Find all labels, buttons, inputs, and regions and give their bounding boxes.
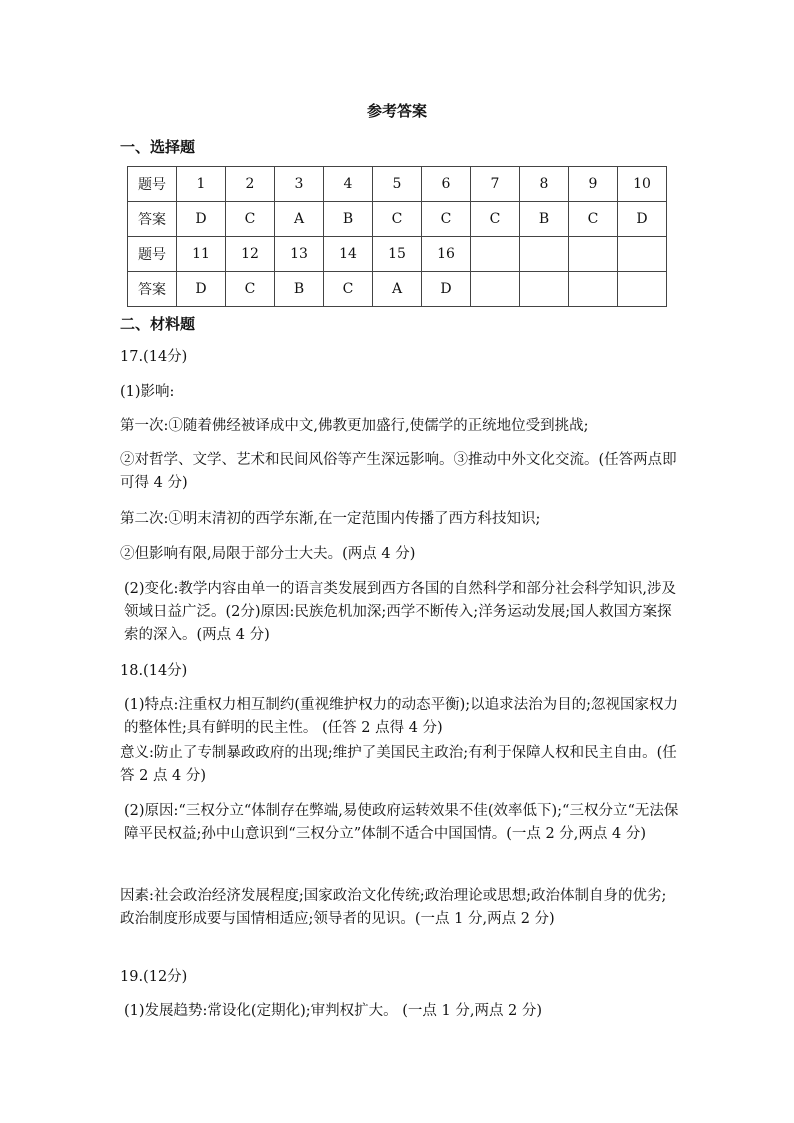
answer-table-cell: B bbox=[520, 202, 569, 237]
answer-table-cell bbox=[520, 272, 569, 307]
section-heading-choice: 一、选择题 bbox=[120, 138, 196, 156]
answer-table-row-label: 题号 bbox=[128, 167, 177, 202]
q18-part2-reasons: (2)原因:“三权分立“体制存在弊端,易使政府运转效果不佳(效率低下);“三权分立“无法保障平民权益;孙中山意识到“三权分立”体制不适合中国国情。(一点 2 分,两点 4 分) bbox=[124, 803, 679, 842]
answer-table-cell: A bbox=[275, 202, 324, 237]
answer-table-row-label: 答案 bbox=[128, 202, 177, 237]
page-title: 参考答案 bbox=[366, 102, 427, 120]
q18-part1-features: (1)特点:注重权力相互制约(重视维护权力的动态平衡);以追求法治为目的;忽视国家权力的整体性;具有鲜明的民主性。 (任答 2 点得 4 分) bbox=[124, 697, 679, 736]
answer-table-cell: 1 bbox=[177, 167, 226, 202]
answer-table-cell: D bbox=[177, 272, 226, 307]
answer-table-cell: D bbox=[177, 202, 226, 237]
answer-table-cell: 12 bbox=[226, 237, 275, 272]
answer-table-cell: D bbox=[618, 202, 667, 237]
q18-header: 18.(14分) bbox=[120, 663, 188, 679]
q17-second-impact: 第二次:①明末清初的西学东渐,在一定范围内传播了西方科技知识; bbox=[120, 511, 541, 527]
q17-part2: (2)变化:教学内容由单一的语言类发展到西方各国的自然科学和部分社会科学知识,涉及领域日益广泛。(2分)原因:民族危机加深;西学不断传入;洋务运动发展;国人救国方案探索的深入。(两点 4 分) bbox=[124, 581, 677, 643]
answer-table-cell bbox=[569, 272, 618, 307]
answer-table-row bbox=[128, 272, 667, 307]
answer-table-cell: C bbox=[324, 272, 373, 307]
answer-table-cell: 2 bbox=[226, 167, 275, 202]
answer-table-cell: 14 bbox=[324, 237, 373, 272]
q17-part1-label: (1)影响: bbox=[120, 384, 175, 400]
answer-table-cell: 15 bbox=[373, 237, 422, 272]
answer-table-cell: C bbox=[226, 272, 275, 307]
answer-table-cell: C bbox=[373, 202, 422, 237]
answer-table-cell bbox=[618, 272, 667, 307]
answer-table bbox=[127, 166, 667, 307]
answer-table-cell: 8 bbox=[520, 167, 569, 202]
q17-first-impact: 第一次:①随着佛经被译成中文,佛教更加盛行,使儒学的正统地位受到挑战; bbox=[120, 418, 589, 434]
answer-table-row bbox=[128, 237, 667, 272]
q17-second-impact-cont: ②但影响有限,局限于部分士大夫。(两点 4 分) bbox=[120, 546, 416, 562]
q18-part2-factors: 因素:社会政治经济发展程度;国家政治文化传统;政治理论或思想;政治体制自身的优劣;政治制度形成要与国情相适应;领导者的见识。(一点 1 分,两点 2 分) bbox=[120, 888, 667, 927]
answer-table-cell: 4 bbox=[324, 167, 373, 202]
q19-header: 19.(12分) bbox=[120, 969, 188, 985]
answer-table-row bbox=[128, 167, 667, 202]
answer-table-cell: 11 bbox=[177, 237, 226, 272]
answer-table-cell: 7 bbox=[471, 167, 520, 202]
answer-table-cell: D bbox=[422, 272, 471, 307]
answer-table-cell: 16 bbox=[422, 237, 471, 272]
answer-table-cell: B bbox=[324, 202, 373, 237]
answer-table-cell bbox=[471, 272, 520, 307]
answer-table-cell: B bbox=[275, 272, 324, 307]
answer-table-cell: 13 bbox=[275, 237, 324, 272]
answer-table-cell: A bbox=[373, 272, 422, 307]
answer-table-cell: C bbox=[226, 202, 275, 237]
answer-table-cell bbox=[471, 237, 520, 272]
q17-first-impact-cont: ②对哲学、文学、艺术和民间风俗等产生深远影响。③推动中外文化交流。(任答两点即可得 4 分) bbox=[120, 452, 677, 491]
answer-table-cell: 6 bbox=[422, 167, 471, 202]
answer-table-cell: 5 bbox=[373, 167, 422, 202]
answer-table-cell: C bbox=[422, 202, 471, 237]
answer-table-row bbox=[128, 202, 667, 237]
answer-table-cell: 10 bbox=[618, 167, 667, 202]
answer-table-cell: C bbox=[569, 202, 618, 237]
q18-part1-significance: 意义:防止了专制暴政政府的出现;维护了美国民主政治;有利于保障人权和民主自由。(任答 2 点 4 分) bbox=[120, 745, 677, 784]
answer-table-cell: C bbox=[471, 202, 520, 237]
q17-header: 17.(14分) bbox=[120, 349, 188, 365]
section-heading-material: 二、材料题 bbox=[120, 315, 196, 333]
answer-table-cell bbox=[569, 237, 618, 272]
answer-table-row-label: 题号 bbox=[128, 237, 177, 272]
answer-table-cell: 3 bbox=[275, 167, 324, 202]
answer-table-cell: 9 bbox=[569, 167, 618, 202]
answer-table-row-label: 答案 bbox=[128, 272, 177, 307]
answer-table-cell bbox=[618, 237, 667, 272]
answer-table-cell bbox=[520, 237, 569, 272]
q19-part1: (1)发展趋势:常设化(定期化);审判权扩大。 (一点 1 分,两点 2 分) bbox=[124, 1003, 543, 1019]
